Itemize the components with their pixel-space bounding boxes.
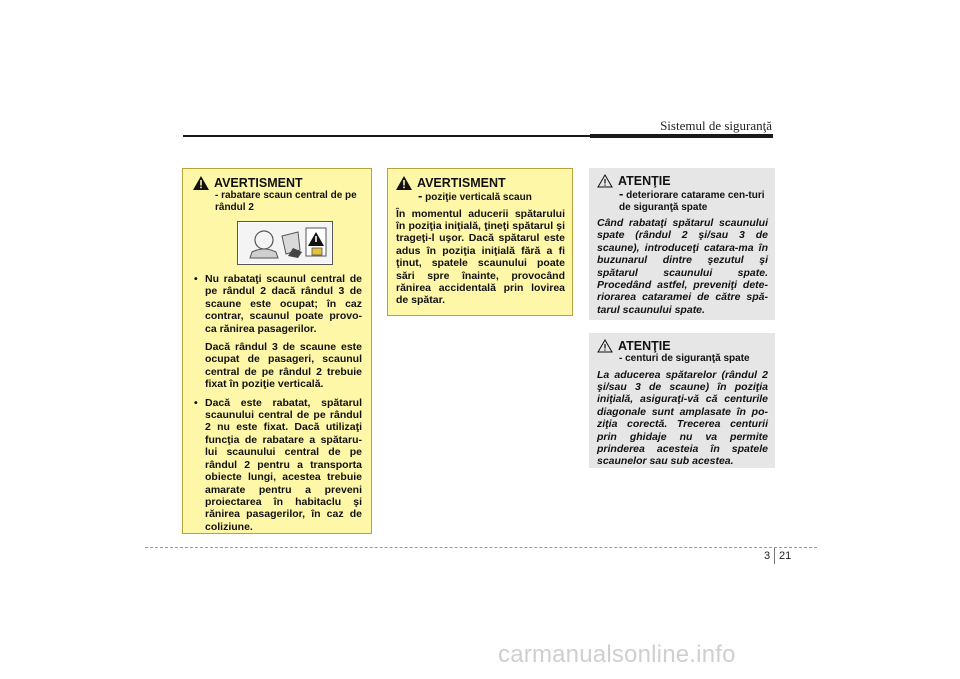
subtitle-text: deteriorare catarame cen-turi de siguranţă spate: [619, 190, 765, 213]
page-section-number: 3: [764, 550, 771, 562]
warning-triangle-icon: [396, 176, 412, 190]
header-rule-accent: [590, 134, 773, 138]
caution-title: ATENŢIE: [618, 338, 671, 353]
warning-box-rear-seat-folding: [182, 168, 372, 534]
seat-illustration: [237, 221, 333, 265]
bullet-text: Dacă este rabatat, spătarul scaunului central de pe rândul 2 nu este fixat. Dacă utilizaţi funcţia de rabatare a spătaru-lui scaunului central de pe rândul 2 pentru a transporta obiecte lungi, acestea trebuie amarate pentru a preveni proiectarea în habitaclu şi rănirea pasagerilor, în caz de coliziune.: [205, 396, 362, 533]
caution-body: Când rabataţi spătarul scaunului spate (rândul 2 şi/sau 3 de scaune), introduceţi catara-ma în buzunarul dintre şezutul şi spătarul scaunului spate. Procedând astfel, preveniţi dete-riorarea cataramei de către spă-tarul scaunului spate.: [597, 217, 768, 316]
bullet-item: [193, 273, 362, 391]
warning-box-seat-upright: [387, 168, 573, 316]
warning-subtitle: [396, 190, 565, 204]
page-header-title: Sistemul de siguranţă: [660, 118, 772, 133]
footer-rule: [145, 547, 817, 548]
caution-header: [597, 339, 768, 353]
caution-box-buckle-damage: [589, 168, 775, 320]
caution-subtitle: [597, 188, 768, 213]
caution-title: ATENŢIE: [618, 173, 671, 188]
caution-triangle-icon: [597, 339, 613, 353]
warning-title: AVERTISMENT: [417, 175, 506, 190]
watermark: carmanualsonline.info: [498, 641, 736, 668]
bullet-extra-paragraph: Dacă rândul 3 de scaune este ocupat de pasageri, scaunul central de pe rândul 2 trebuie fixat în poziţie verticală.: [205, 341, 362, 391]
caution-body: La aducerea spătarelor (rândul 2 şi/sau 3 de scaune) în poziţia iniţială, asiguraţi-vă că centurile diagonale sunt amplasate în po-ziţia corectă. Trecerea centurii prin ghidaje nu va permite prinderea acesteia în spatele scaunelor sau sub acestea.: [597, 368, 768, 468]
page-number-divider: [774, 548, 775, 564]
warning-bullet-list: [193, 273, 362, 533]
warning-subtitle: - rabatare scaun central de pe rândul 2: [215, 190, 357, 213]
subtitle-text: poziţie verticală scaun: [425, 192, 532, 203]
bullet-text: Nu rabataţi scaunul central de pe rândul 2 dacă rândul 3 de scaune este ocupat; în caz contrar, scaunul poate provo-ca rănirea pasagerilor.: [205, 273, 362, 335]
bullet-item: [193, 397, 362, 533]
warning-triangle-icon: [193, 176, 209, 190]
subtitle-dash: -: [418, 188, 423, 203]
warning-body: În momentul aducerii spătarului în poziţia iniţială, ţineţi spătarul şi trageţi-l uşor. Dacă spătarul este adus în poziţia iniţială fără a fi ţinut, spatele scaunului poate sări spre înainte, provocând rănirea accidentală prin lovirea de spătar.: [396, 207, 565, 307]
warning-title: AVERTISMENT: [214, 175, 303, 190]
warning-header: [193, 176, 362, 190]
page-number: 21: [779, 550, 792, 562]
caution-subtitle: - centuri de siguranţă spate: [619, 353, 750, 364]
caution-box-rear-belts: [589, 333, 775, 468]
caution-triangle-icon: [597, 174, 613, 188]
subtitle-dash: -: [619, 186, 624, 201]
